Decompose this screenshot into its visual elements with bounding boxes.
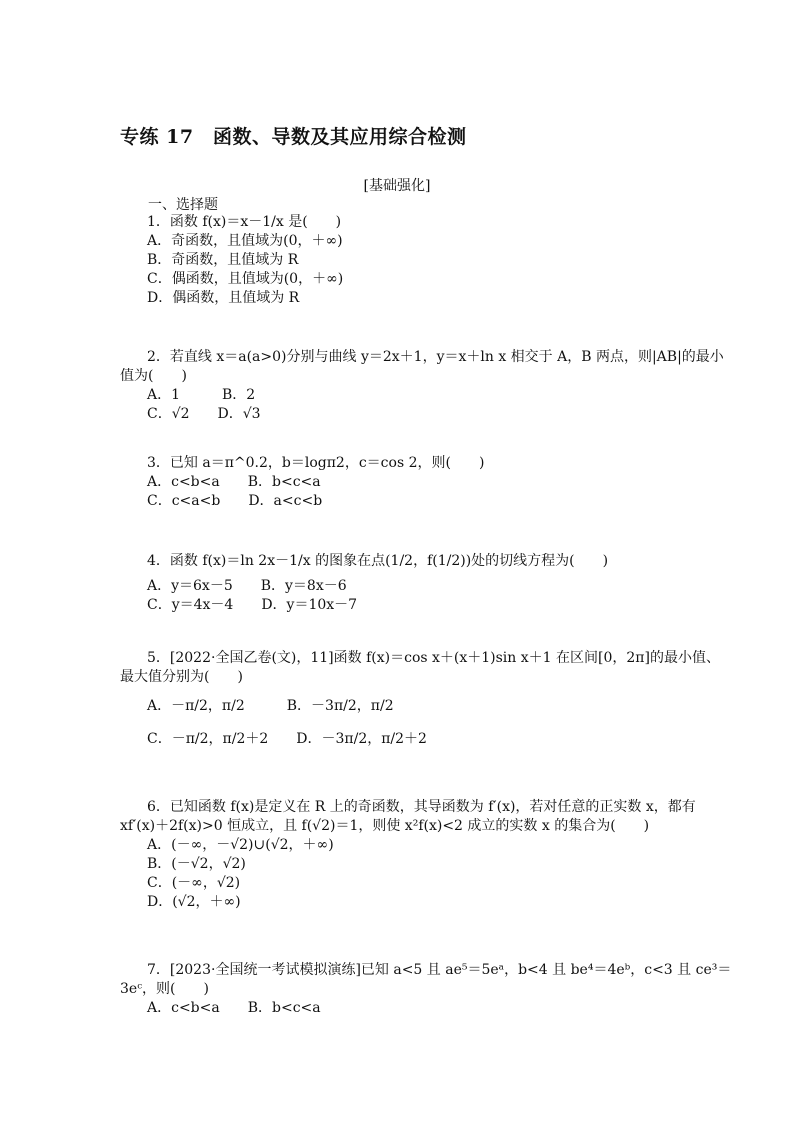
question-4	[120, 552, 608, 615]
question-5-options-row1: A．－π/2，π/2 B．－3π/2，π/2	[147, 698, 394, 714]
question-6-stem-line1: 6．已知函数 f(x)是定义在 R 上的奇函数，其导函数为 f′(x)，若对任意的正实数 x，都有	[147, 799, 696, 815]
question-7-stem-line1: 7．[2023·全国统一考试模拟演练]已知 a<5 且 ae⁵＝5eᵃ，b<4 且 be⁴＝4eᵇ，c<3 且 ce³＝	[147, 962, 732, 978]
question-2-stem-line2: 值为( )	[120, 368, 187, 384]
question-3-stem: 3．已知 a＝π^0.2，b＝logπ2，c＝cos 2，则( )	[147, 455, 485, 471]
question-2-options-row1: A．1 B．2	[147, 387, 256, 403]
question-4-options-row2: C．y＝4x－4 D．y＝10x－7	[147, 597, 358, 613]
question-1-option-b: B．奇函数，且值域为 R	[147, 252, 299, 268]
question-1-stem: 1．函数 f(x)＝x－1/x 是( )	[147, 214, 342, 230]
question-5-options-row2: C．－π/2，π/2＋2 D．－3π/2，π/2＋2	[147, 731, 427, 747]
question-5	[120, 649, 720, 749]
question-6-stem-line2: xf′(x)＋2f(x)>0 恒成立，且 f(√2)＝1，则使 x²f(x)<2 成立的实数 x 的集合为( )	[120, 818, 650, 834]
question-1-option-d: D．偶函数，且值域为 R	[147, 290, 300, 306]
question-6-option-a: A．(－∞，－√2)∪(√2，＋∞)	[147, 837, 334, 853]
question-6-option-b: B．(－√2，√2)	[147, 856, 246, 872]
part-heading: 一、选择题	[148, 197, 218, 213]
question-7	[120, 961, 731, 1018]
question-6-option-d: D．(√2，＋∞)	[147, 894, 241, 910]
question-6	[120, 798, 696, 912]
question-2	[120, 348, 724, 424]
section-heading: [基础强化]	[363, 178, 431, 194]
question-7-options-row1: A．c<b<a B．b<c<a	[147, 1000, 321, 1016]
question-2-stem-line1: 2．若直线 x＝a(a>0)分别与曲线 y＝2x＋1，y＝x＋ln x 相交于 A，B 两点，则|AB|的最小	[147, 349, 724, 365]
question-3	[120, 454, 484, 511]
question-4-stem: 4．函数 f(x)＝ln 2x－1/x 的图象在点(1/2，f(1/2))处的切线方程为( )	[147, 553, 609, 569]
question-5-stem-line2: 最大值分别为( )	[120, 669, 243, 685]
question-1	[120, 213, 343, 308]
page-title: 专练 17 函数、导数及其应用综合检测	[120, 126, 467, 148]
question-1-option-a: A．奇函数，且值域为(0，＋∞)	[147, 233, 343, 249]
question-4-options-row1: A．y＝6x－5 B．y＝8x－6	[147, 578, 347, 594]
question-5-stem-line1: 5．[2022·全国乙卷(文)，11]函数 f(x)＝cos x＋(x＋1)sin x＋1 在区间[0，2π]的最小值、	[147, 650, 720, 666]
question-7-stem-line2: 3eᶜ，则( )	[120, 981, 209, 997]
question-6-option-c: C．(－∞，√2)	[147, 875, 241, 891]
question-3-options-row2: C．c<a<b D．a<c<b	[147, 493, 323, 509]
question-3-options-row1: A．c<b<a B．b<c<a	[147, 474, 321, 490]
question-2-options-row2: C．√2 D．√3	[147, 406, 261, 422]
question-1-option-c: C．偶函数，且值域为(0，＋∞)	[147, 271, 344, 287]
